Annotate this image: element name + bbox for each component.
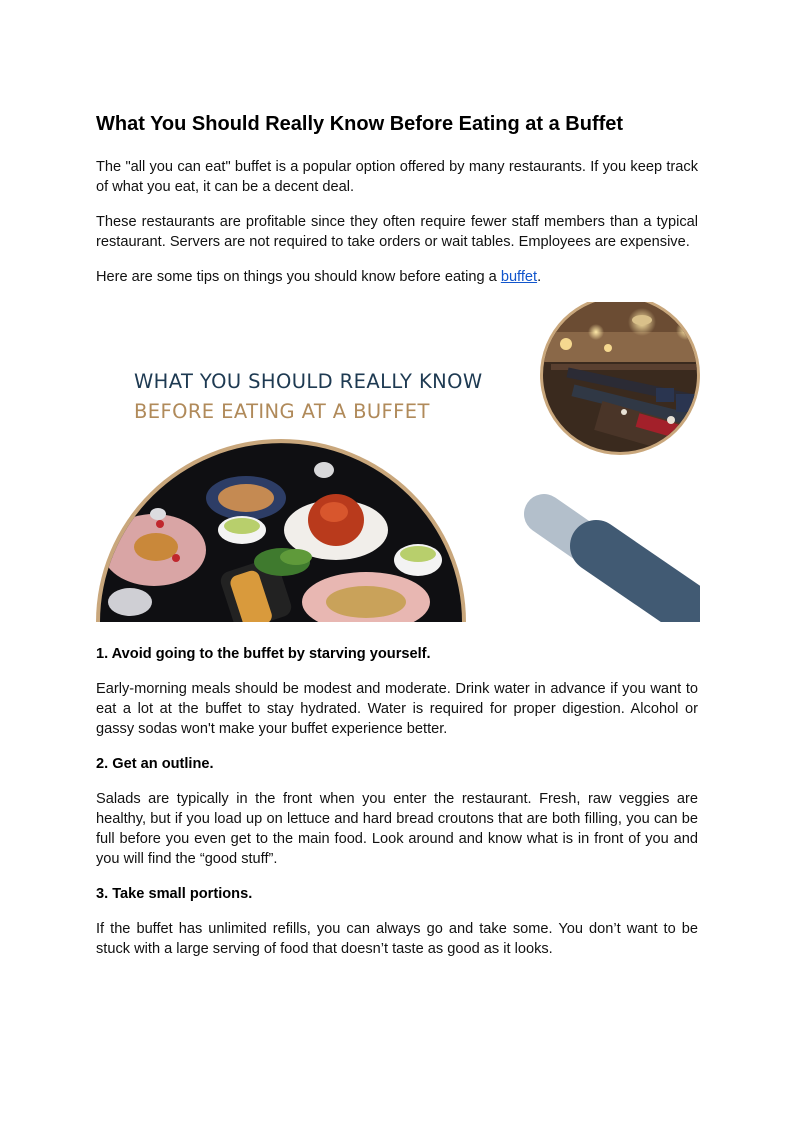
- hero-title-line-1: WHAT YOU SHOULD REALLY KNOW: [134, 370, 483, 393]
- buffet-link[interactable]: buffet: [500, 269, 538, 285]
- section-heading-3: 3. Take small portions.: [96, 886, 253, 902]
- hero-title-line-2: BEFORE EATING AT A BUFFET: [134, 400, 430, 423]
- tips-intro-period: .: [537, 269, 542, 285]
- section-body-3: If the buffet has unlimited refills, you can always go and take some. You don’t want to be stuck with a large serving of food that doesn’t taste as good as it looks.: [96, 921, 698, 957]
- hero-banner-image: [96, 302, 700, 622]
- intro-paragraph-1: The "all you can eat" buffet is a popular option offered by many restaurants. If you keep track of what you eat, it can be a decent deal.: [96, 159, 698, 195]
- section-heading-1: 1. Avoid going to the buffet by starving yourself.: [96, 646, 431, 662]
- intro-paragraph-2: These restaurants are profitable since they often require fewer staff members than a typical restaurant. Servers are not required to take orders or wait tables. Employees are expensive.: [96, 214, 698, 250]
- decorative-pill-shapes: [544, 514, 700, 622]
- tips-intro-paragraph: [96, 267, 698, 287]
- buffet-food-photo: [96, 432, 476, 622]
- section-body-1: Early-morning meals should be modest and moderate. Drink water in advance if you want to eat a lot at the buffet to stay hydrated. Water is required for proper digestion. Alcohol or gassy sodas won't make your buffet experience better.: [96, 681, 698, 737]
- section-heading-2: 2. Get an outline.: [96, 756, 214, 772]
- page-title: What You Should Really Know Before Eating at a Buffet: [96, 113, 624, 135]
- tips-intro-text: Here are some tips on things you should know before eating a: [96, 269, 501, 285]
- document-page: [96, 108, 698, 974]
- hero-banner-graphic: [96, 302, 700, 622]
- section-body-2: Salads are typically in the front when you enter the restaurant. Fresh, raw veggies are healthy, but if you load up on lettuce and hard bread croutons that are both filling, you can be full before you even get to the main food. Look around and know what is in front of you and you will find the “good stuff”.: [96, 791, 698, 867]
- restaurant-interior-photo: [536, 302, 700, 463]
